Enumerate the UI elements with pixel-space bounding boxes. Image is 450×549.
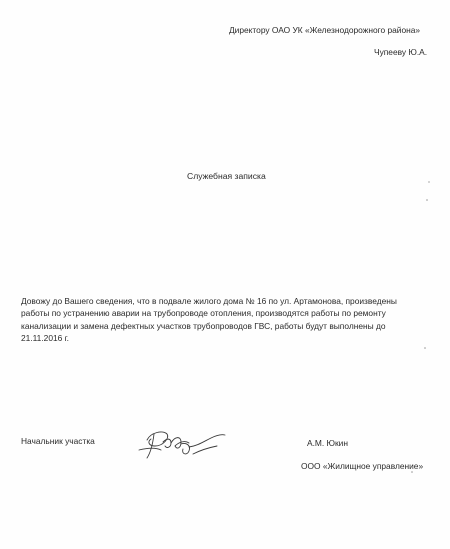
scan-speck [428, 181, 430, 183]
scan-speck [426, 199, 428, 201]
body-line-3: канализации и замена дефектных участков трубопроводов ГВС, работы будут выполнены до [21, 320, 386, 331]
scan-speck [411, 471, 413, 473]
addressee-line-director: Директору ОАО УК «Железнодорожного района» [229, 25, 421, 35]
addressee-line-name: Чупееву Ю.А. [374, 47, 428, 57]
handwritten-signature-icon [137, 424, 229, 466]
document-title: Служебная записка [187, 171, 266, 181]
body-line-1: Довожу до Вашего сведения, что в подвале жилого дома № 16 по ул. Артамонова, произведены [21, 296, 397, 306]
body-line-4: 21.11.2016 г. [21, 332, 69, 343]
signer-name: А.М. Юкин [307, 438, 348, 448]
body-line-2: работы по устранению аварии на трубопроводе отопления, производятся работы по ремонту [21, 308, 386, 319]
scan-speck [424, 347, 426, 349]
memo-body [21, 295, 416, 344]
signer-position: Начальник участка [21, 436, 95, 446]
signer-organization: ООО «Жилищное управление» [301, 461, 424, 471]
